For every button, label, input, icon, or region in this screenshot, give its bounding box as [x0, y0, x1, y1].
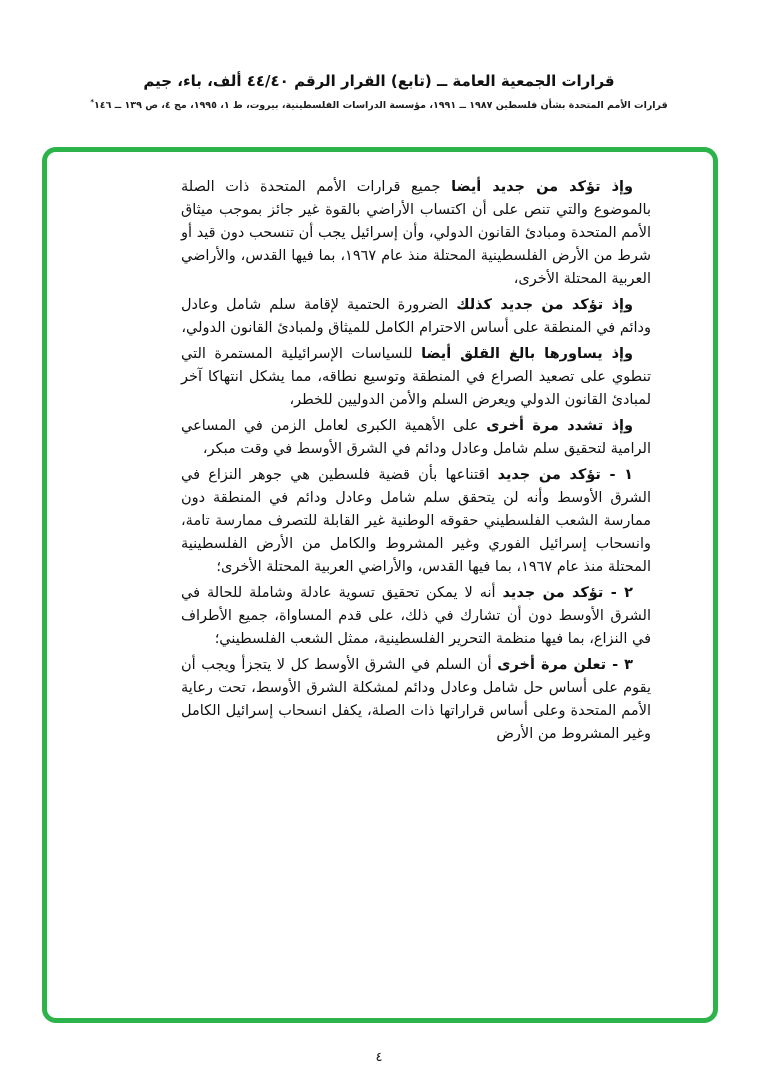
page-number: ٤	[375, 1050, 383, 1065]
source-citation-line	[0, 98, 758, 111]
paragraph-body: جميع قرارات الأمم المتحدة ذات الصلة بالموضوع والتي تنص على أن اكتساب الأراضي بالقوة غير جائز بموجب ميثاق الأمم المتحدة ومبادئ القانون الدولي، وأن إسرائيل يجب أن تنسحب دون قيد أو شرط من الأرض الفلسطينية المحتلة منذ عام ١٩٦٧، بما فيها القدس، والأراضي العربية المحتلة الأخرى،	[181, 179, 651, 287]
source-citation-text: قرارات الأمم المتحدة بشأن فلسطين ١٩٨٧ ــ ١٩٩١، مؤسسة الدراسات الفلسطينية، بيروت، ط ١، ١٩٩٥، مج ٤، ص ١٣٩ ــ ١٤٦	[93, 100, 668, 112]
paragraph-preamble-2	[181, 294, 651, 340]
content-box	[42, 147, 718, 1023]
paragraph-operative-2	[181, 582, 651, 651]
paragraph-operative-1	[181, 464, 651, 579]
paragraph-lead: ٣ - تعلن مرة أخرى	[497, 657, 633, 673]
paragraph-lead: وإذ تشدد مرة أخرى	[486, 418, 634, 434]
paragraph-body: اقتناعها بأن قضية فلسطين هي جوهر النزاع في الشرق الأوسط وأنه لن يتحقق سلم شامل وعادل ودائم في المنطقة دون ممارسة الشعب الفلسطيني حقوقه الوطنية غير القابلة للتصرف ممارسة تامة، وانسحاب إسرائيل الفوري وغير المشروط والكامل من الأرض الفلسطينية المحتلة منذ عام ١٩٦٧، بما فيها القدس، والأراضي العربية المحتلة الأخرى؛	[181, 467, 651, 575]
paragraph-body: الضرورة الحتمية لإقامة سلم شامل وعادل ودائم في المنطقة على أساس الاحترام الكامل للميثاق ولمبادئ القانون الدولي،	[181, 297, 651, 336]
paragraph-lead: ٢ - تؤكد من جديد	[502, 585, 634, 601]
footnote-mark: *	[90, 98, 94, 106]
paragraph-preamble-3	[181, 343, 651, 412]
paragraph-body: للسياسات الإسرائيلية المستمرة التي تنطوي على تصعيد الصراع في المنطقة وتوسيع نطاقه، مما يشكل انتهاكا آخر لمبادئ القانون الدولي ويعرض السلم والأمن الدوليين للخطر،	[181, 346, 651, 408]
paragraph-lead: ١ - تؤكد من جديد	[497, 467, 634, 483]
page-header	[0, 72, 758, 111]
paragraph-body: أن السلم في الشرق الأوسط كل لا يتجزأ ويجب أن يقوم على أساس حل شامل وعادل ودائم لمشكلة الشرق الأوسط، تحت رعاية الأمم المتحدة وعلى أساس قراراتها ذات الصلة، يكفل انسحاب إسرائيل الكامل وغير المشروط من الأرض	[181, 657, 651, 742]
paragraph-preamble-4	[181, 415, 651, 461]
resolution-text	[181, 176, 651, 749]
paragraph-body: أنه لا يمكن تحقيق تسوية عادلة وشاملة للحالة في الشرق الأوسط دون أن تشارك في ذلك، على قدم المساواة، جميع الأطراف في النزاع، بما فيها منظمة التحرير الفلسطينية، ممثل الشعب الفلسطيني؛	[181, 585, 651, 647]
paragraph-lead: وإذ يساورها بالغ القلق أيضا	[421, 346, 634, 362]
paragraph-lead: وإذ تؤكد من جديد أيضا	[451, 179, 634, 195]
paragraph-lead: وإذ تؤكد من جديد كذلك	[456, 297, 634, 313]
paragraph-operative-3	[181, 654, 651, 746]
document-title: قرارات الجمعية العامة ــ (تابع) القرار الرقم ٤٤/٤٠ ألف، باء، جيم	[143, 72, 615, 90]
paragraph-preamble-1	[181, 176, 651, 291]
paragraph-body: على الأهمية الكبرى لعامل الزمن في المساعي الرامية لتحقيق سلم شامل وعادل ودائم في الشرق الأوسط في وقت مبكر،	[181, 418, 651, 457]
